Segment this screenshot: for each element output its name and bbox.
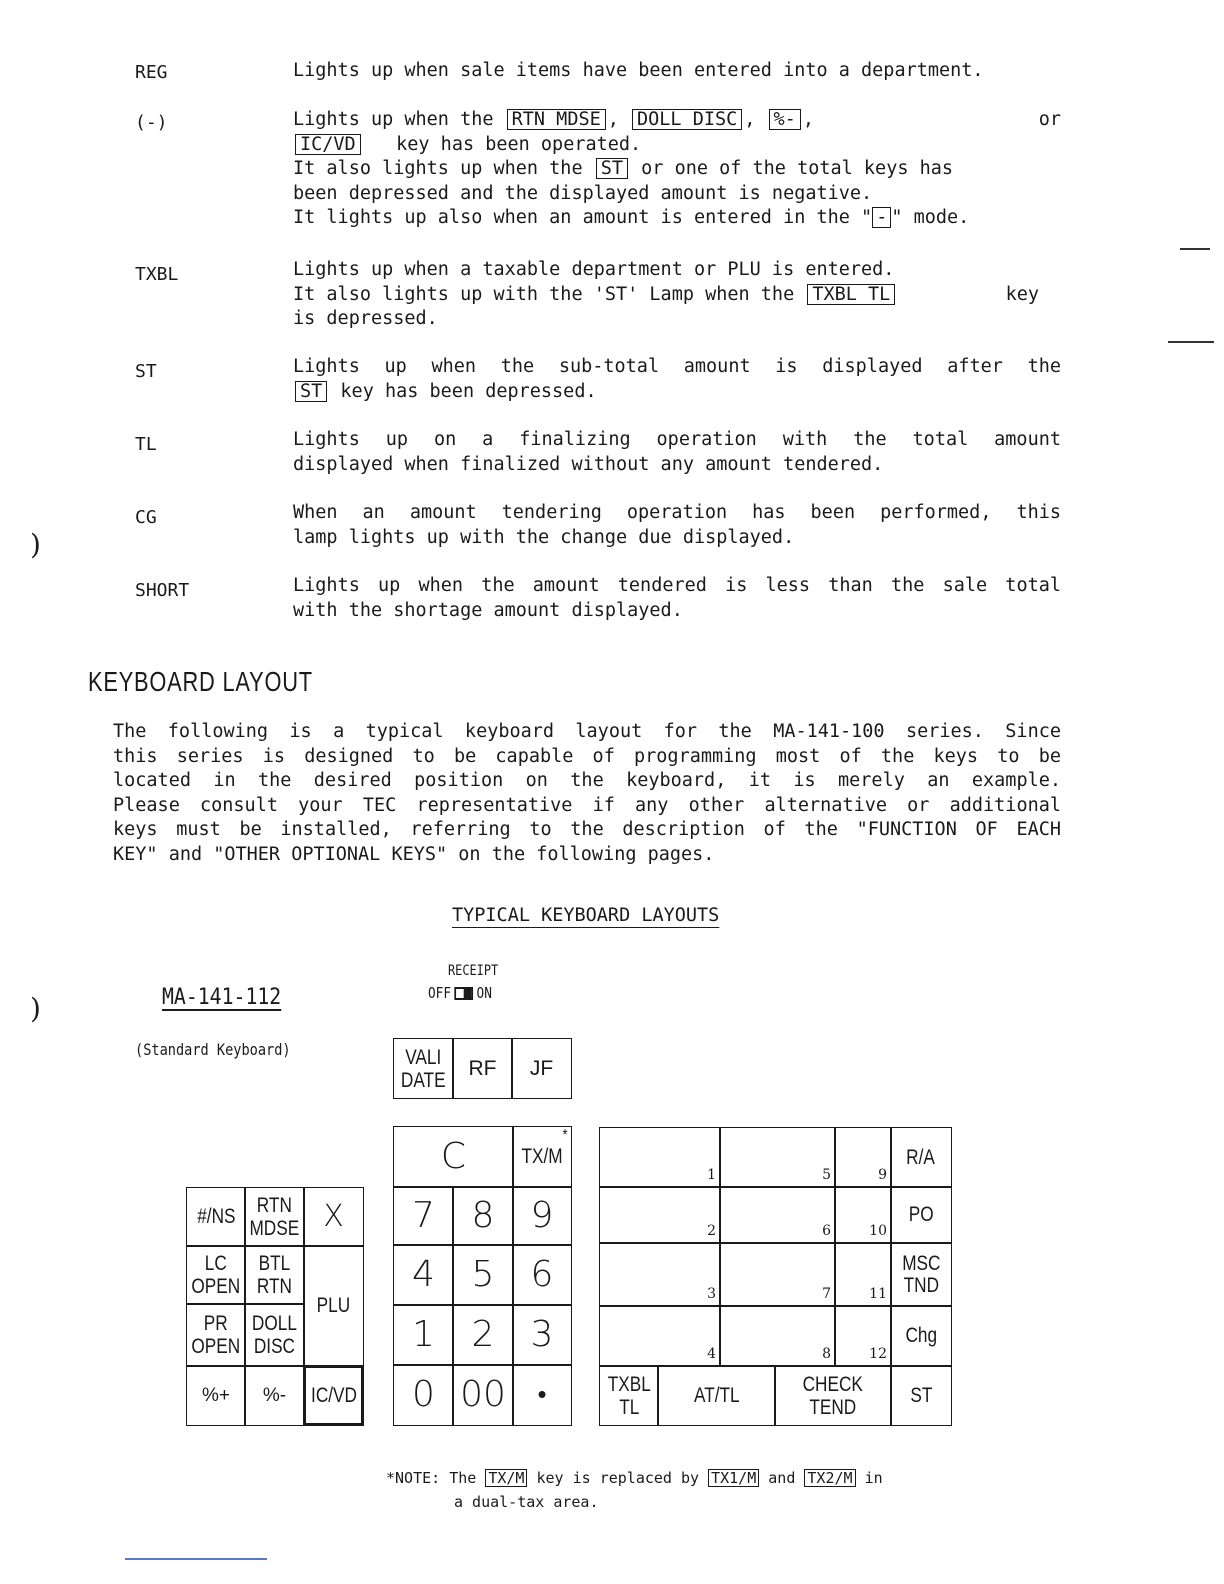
key-check-tend: CHECK TEND (774, 1365, 892, 1426)
note-asterisk: * (562, 1127, 568, 1144)
key-at-tl: AT/TL (657, 1365, 776, 1426)
key-multiply: X (303, 1187, 364, 1247)
footnote: *NOTE: The TX/M key is replaced by TX1/M and TX2/M in a dual-tax area. (386, 1469, 883, 1511)
lamp-name: CG (135, 507, 157, 528)
key-decimal: • (512, 1364, 572, 1426)
lamp-name: (-) (135, 112, 168, 133)
key-ref: IC/VD (295, 134, 361, 155)
binding-mark: ) (30, 528, 41, 561)
margin-rule (1180, 248, 1210, 250)
lamp-name: REG (135, 62, 168, 83)
key-2: 2 (452, 1304, 514, 1366)
key-tx-m: TX/M * (512, 1126, 572, 1188)
key-4: 4 (393, 1244, 454, 1306)
key-ref: ST (295, 381, 327, 402)
key-percent-minus: %- (244, 1365, 305, 1426)
key-dept-7: 7 (719, 1242, 836, 1307)
key-validate: VALI DATE (393, 1038, 454, 1099)
key-po: PO (890, 1186, 952, 1244)
key-ns: #/NS (186, 1187, 246, 1247)
receipt-label: RECEIPT (448, 963, 499, 979)
margin-rule (1168, 341, 1214, 343)
lamp-name: TL (135, 434, 157, 455)
key-00: 00 (452, 1364, 514, 1426)
key-chg: Chg (890, 1305, 952, 1367)
key-8: 8 (452, 1186, 514, 1246)
key-dept-5: 5 (719, 1127, 836, 1188)
lamp-description: Lights up when sale items have been entered into a department. (293, 60, 984, 81)
key-dept-2: 2 (599, 1186, 721, 1244)
lamp-name: TXBL (135, 264, 179, 285)
key-doll-disc: DOLL DISC (244, 1303, 305, 1367)
key-dept-6: 6 (719, 1186, 836, 1244)
key-6: 6 (512, 1244, 572, 1306)
key-ref: ST (596, 158, 628, 179)
intro-paragraph: The following is a typical keyboard layout for the MA-141-100 series. Since this series is designed to be capable of programming most of the keys to be located in the desired position on the keyboard, it is merely an example. Please consult your TEC representative if any other alternative or additional keys must be installed, referring to the description of the "FUNCTION OF EACH KEY" and "OTHER OPTIONAL KEYS" on the following pages. (113, 721, 1061, 865)
toggle-switch-icon (454, 987, 473, 1000)
footer-rule (125, 1558, 267, 1560)
key-ref: DOLL DISC (632, 109, 742, 130)
key-plu: PLU (303, 1245, 364, 1367)
model-number: MA-141-112 (162, 985, 282, 1010)
key-9: 9 (512, 1186, 572, 1246)
key-dept-11: 11 (834, 1242, 892, 1307)
key-ra: R/A (890, 1127, 952, 1188)
key-dept-10: 10 (834, 1186, 892, 1244)
key-dept-1: 1 (599, 1127, 721, 1188)
key-ic-vd: IC/VD (303, 1365, 364, 1426)
section-heading: KEYBOARD LAYOUT (88, 666, 313, 697)
key-dept-12: 12 (834, 1305, 892, 1367)
key-pr-open: PR OPEN (186, 1303, 246, 1367)
key-clear: C (393, 1126, 514, 1188)
key-dept-3: 3 (599, 1242, 721, 1307)
figure-title: TYPICAL KEYBOARD LAYOUTS (452, 905, 720, 926)
receipt-switch: OFF ON (428, 984, 492, 1002)
key-3: 3 (512, 1304, 572, 1366)
key-0: 0 (393, 1364, 454, 1426)
key-dept-9: 9 (834, 1127, 892, 1188)
model-description: (Standard Keyboard) (135, 1040, 291, 1059)
key-ref: RTN MDSE (507, 109, 606, 130)
key-ref: %- (769, 109, 801, 130)
key-rtn-mdse: RTN MDSE (244, 1187, 305, 1247)
key-dept-4: 4 (599, 1305, 721, 1367)
key-1: 1 (393, 1304, 454, 1366)
key-jf: JF (511, 1038, 572, 1099)
key-lc-open: LC OPEN (186, 1245, 246, 1305)
key-percent-plus: %+ (186, 1365, 246, 1426)
lamp-name: ST (135, 361, 157, 382)
key-7: 7 (393, 1186, 454, 1246)
key-5: 5 (452, 1244, 514, 1306)
key-dept-8: 8 (719, 1305, 836, 1367)
key-btl-rtn: BTL RTN (244, 1245, 305, 1305)
key-ref: TXBL TL (807, 284, 895, 305)
key-ref: - (872, 207, 891, 228)
key-st: ST (890, 1365, 952, 1426)
key-ref: TX1/M (708, 1469, 759, 1487)
key-rf: RF (452, 1038, 513, 1099)
key-ref: TX2/M (804, 1469, 855, 1487)
key-txbl-tl: TXBL TL (599, 1365, 659, 1426)
lamp-name: SHORT (135, 580, 190, 601)
key-msc-tnd: MSC TND (890, 1242, 952, 1307)
binding-mark: ) (30, 992, 41, 1025)
key-ref: TX/M (485, 1469, 527, 1487)
